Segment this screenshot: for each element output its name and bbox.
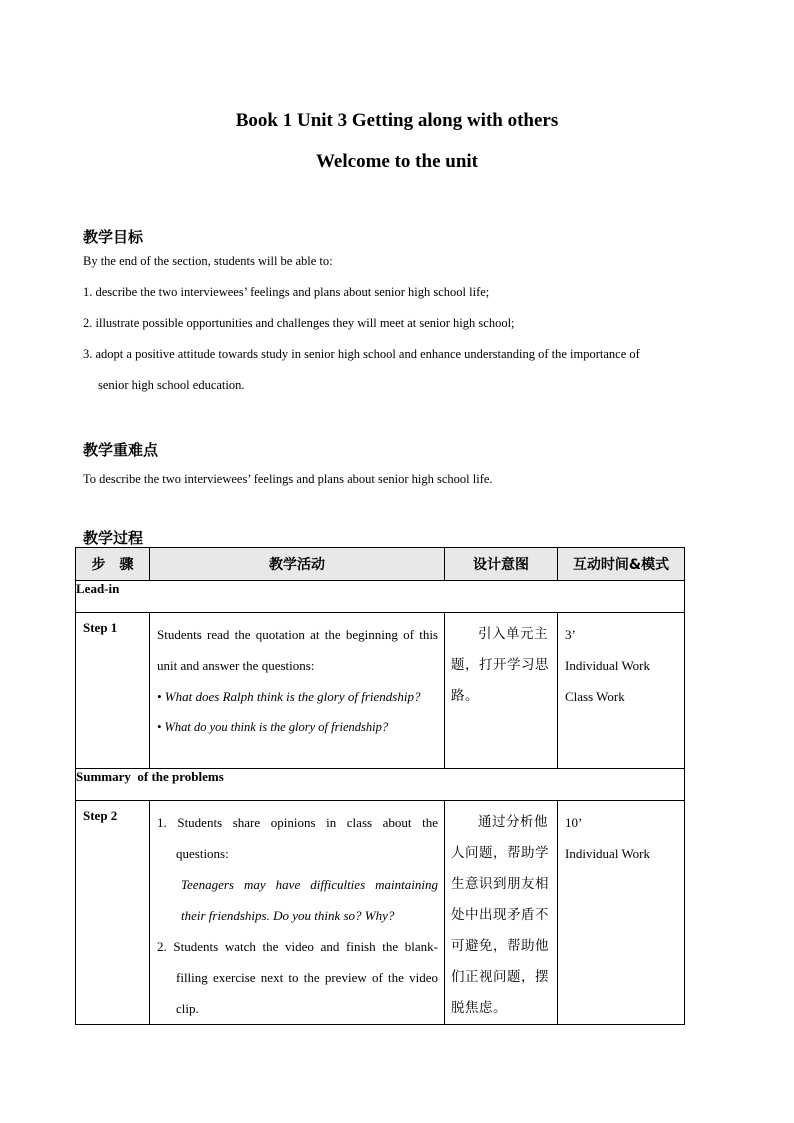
objective-item-3: 3. adopt a positive attitude towards study in senior high school and enhance understanding of the importance of xyxy=(83,347,640,361)
document-subtitle: Welcome to the unit xyxy=(315,151,478,172)
activity-bullet-1: • What does Ralph think is the glory of friendship? xyxy=(157,689,421,704)
step-label: Step 2 xyxy=(76,801,150,1025)
step-activity xyxy=(150,613,445,769)
objective-item-1: 1. describe the two interviewees’ feelings and plans about senior high school life; xyxy=(83,285,490,299)
intent-text: 引入单元主题，打开学习思路。 xyxy=(451,626,549,704)
document-title: Book 1 Unit 3 Getting along with others xyxy=(235,110,559,131)
time-value: 10’ xyxy=(565,815,583,830)
step-intent xyxy=(445,801,558,1025)
step-time-mode xyxy=(558,613,685,769)
key-points-text: To describe the two interviewees’ feelings and plans about senior high school life. xyxy=(83,472,493,486)
mode-value: Class Work xyxy=(565,689,625,704)
section-label: Summary of the problems xyxy=(76,769,685,801)
step-time-mode xyxy=(558,801,685,1025)
section-label: Lead-in xyxy=(76,581,685,613)
intent-text: 通过分析他人问题，帮助学生意识到朋友相处中出现矛盾不可避免，帮助他们正视问题，摆脱焦虑。 xyxy=(451,814,549,1016)
activity-item-1-quote: Teenagers may have difficulties maintaining their friendships. Do you think so? Why? xyxy=(181,877,438,923)
header-intent: 设计意图 xyxy=(445,548,558,581)
mode-value: Individual Work xyxy=(565,846,651,861)
table-header-row xyxy=(76,548,685,581)
time-value: 3’ xyxy=(565,627,576,642)
activity-item-2: 2. Students watch the video and finish the blank-filling exercise next to the preview of the video clip. xyxy=(157,939,438,1016)
step-label: Step 1 xyxy=(76,613,150,769)
activity-intro: Students read the quotation at the beginning of this unit and answer the questions: xyxy=(157,627,438,673)
header-activity: 教学活动 xyxy=(150,548,445,581)
objective-item-3-cont: senior high school education. xyxy=(98,378,245,392)
teaching-process-table xyxy=(75,547,685,1025)
activity-bullet-2: • What do you think is the glory of friendship? xyxy=(157,720,389,734)
section-row-summary xyxy=(76,769,685,801)
header-step: 步 骤 xyxy=(76,548,150,581)
header-time-mode: 互动时间&模式 xyxy=(558,548,685,581)
objectives-heading: 教学目标 xyxy=(83,228,144,246)
mode-value: Individual Work xyxy=(565,658,651,673)
process-heading: 教学过程 xyxy=(83,529,144,547)
objectives-intro: By the end of the section, students will be able to: xyxy=(83,254,333,268)
table-row-step-2 xyxy=(76,801,685,1025)
section-row-lead-in xyxy=(76,581,685,613)
key-points-heading: 教学重难点 xyxy=(83,441,159,459)
table-row-step-1 xyxy=(76,613,685,769)
step-activity xyxy=(150,801,445,1025)
objective-item-2: 2. illustrate possible opportunities and challenges they will meet at senior high school; xyxy=(83,316,515,330)
activity-item-1: 1. Students share opinions in class about the questions: xyxy=(157,815,438,861)
step-intent xyxy=(445,613,558,769)
